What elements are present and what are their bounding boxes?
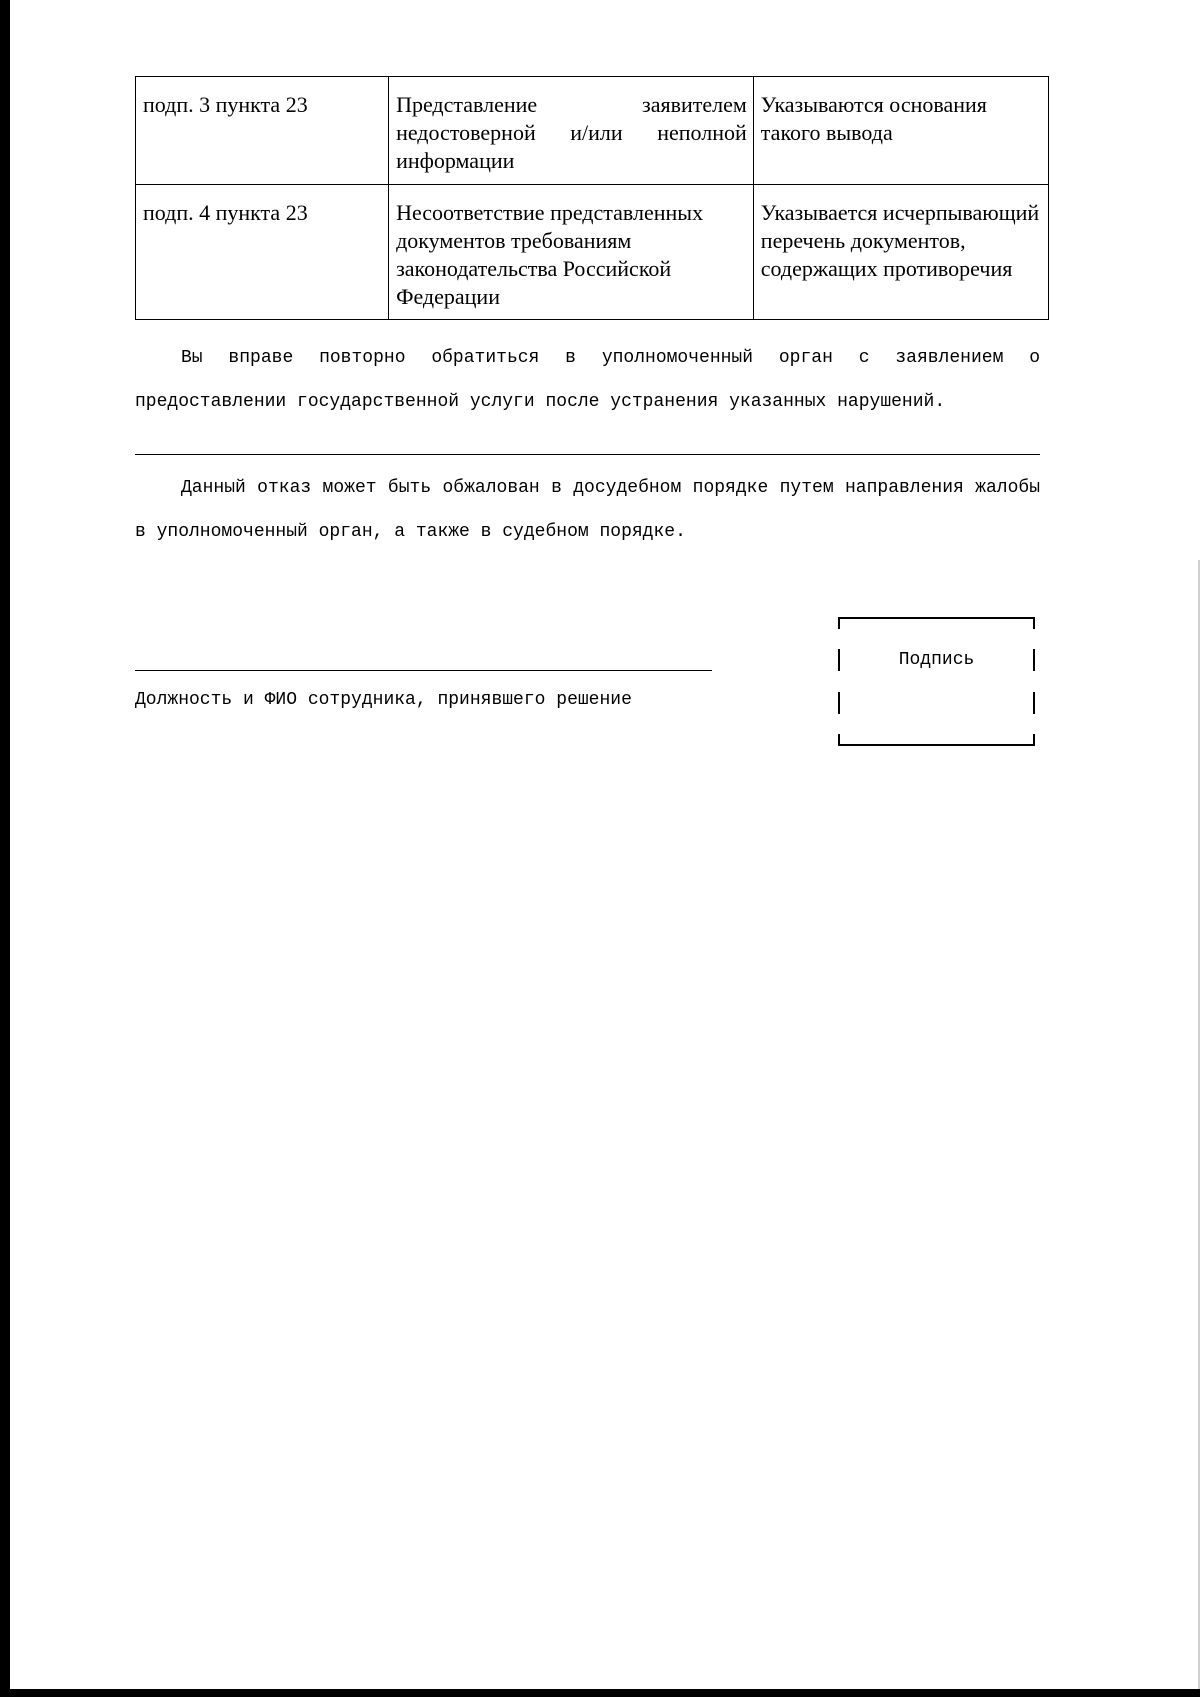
signature-box-border bbox=[1033, 617, 1035, 629]
separator-line bbox=[135, 454, 1040, 455]
refusal-reasons-table bbox=[135, 76, 1049, 320]
signature-box-border bbox=[1033, 692, 1035, 714]
signature-box-border bbox=[838, 734, 840, 746]
table-row bbox=[136, 185, 1049, 320]
reapply-paragraph: Вы вправе повторно обратиться в уполномоченный орган с заявлением о предоставлении государственной услуги после устранения указанных нарушений. bbox=[135, 348, 1040, 412]
signature-box-border bbox=[838, 692, 840, 714]
table-cell-ref: подп. 3 пункта 23 bbox=[136, 77, 389, 185]
signature-label: Подпись bbox=[898, 650, 975, 670]
signature-box-border bbox=[838, 617, 840, 629]
signer-name-line bbox=[135, 670, 712, 671]
scan-edge-left bbox=[0, 0, 10, 1697]
table-cell-explanation: Указываются основания такого вывода bbox=[753, 77, 1048, 185]
table-cell-ref: подп. 4 пункта 23 bbox=[136, 185, 389, 320]
table-cell-explanation: Указывается исчерпывающий перечень документов, содержащих противоречия bbox=[753, 185, 1048, 320]
signature-box bbox=[838, 617, 1035, 746]
signature-box-border bbox=[838, 617, 1035, 619]
signature-box-border bbox=[1033, 734, 1035, 746]
scan-edge-bottom bbox=[0, 1689, 1200, 1697]
table-row bbox=[136, 77, 1049, 185]
appeal-paragraph: Данный отказ может быть обжалован в досудебном порядке путем направления жалобы в уполномоченный орган, а также в судебном порядке. bbox=[135, 478, 1040, 542]
signature-box-border bbox=[838, 744, 1035, 746]
table-cell-reason: Представление заявителем недостоверной и/или неполной информации bbox=[389, 77, 754, 185]
signer-caption: Должность и ФИО сотрудника, принявшего решение bbox=[135, 690, 632, 710]
table-cell-reason: Несоответствие представленных документов требованиям законодательства Российской Федерации bbox=[389, 185, 754, 320]
